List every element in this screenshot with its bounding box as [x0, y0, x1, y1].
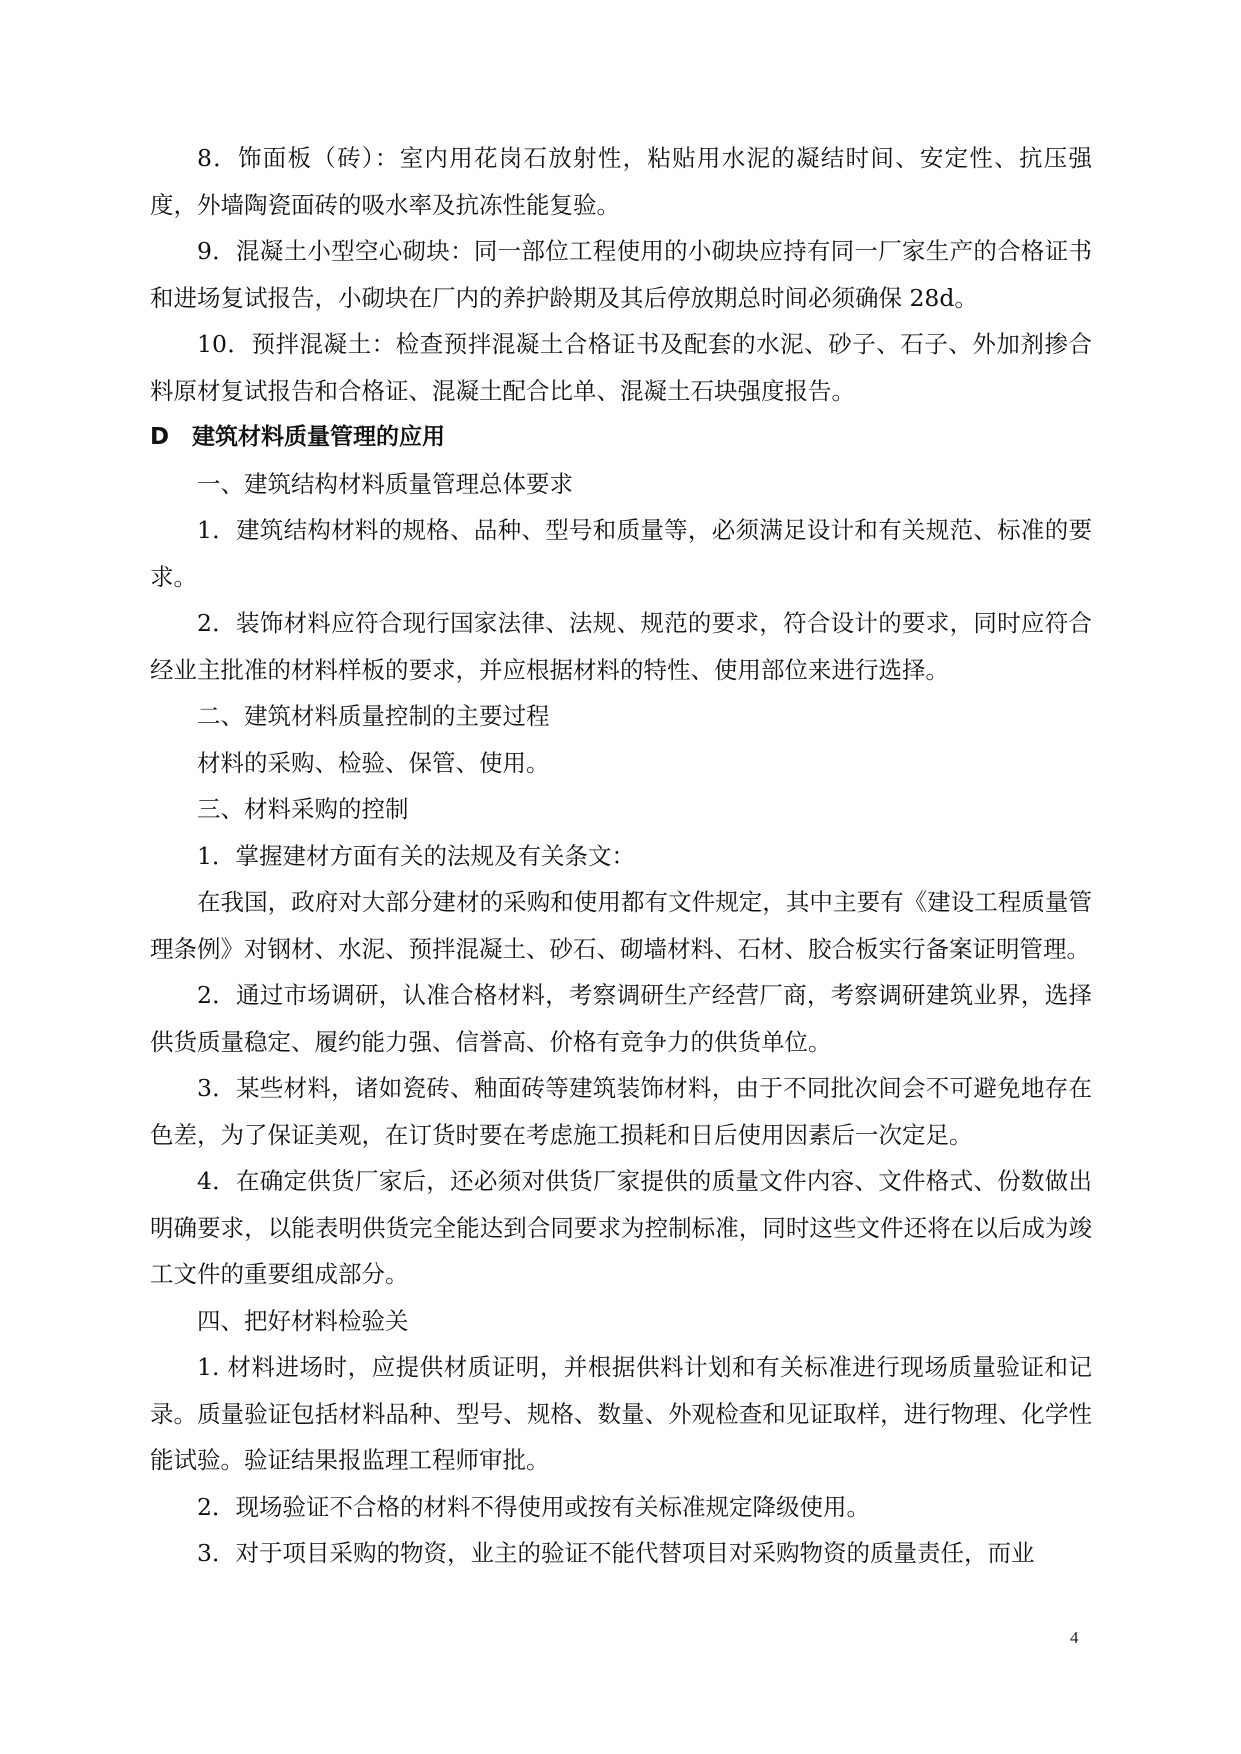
paragraph-market-research: 2．通过市场调研，认准合格材料，考察调研生产经营厂商，考察调研建筑业界，选择供货质量稳定、履约能力强、信誉高、价格有竞争力的供货单位。 — [150, 981, 1092, 1056]
paragraph-government-rules: 在我国，政府对大部分建材的采购和使用都有文件规定，其中主要有《建设工程质量管理条例》对钢材、水泥、预拌混凝土、砂石、砌墙材料、石材、胶合板实行备案证明管理。 — [150, 888, 1092, 963]
subheading-procurement-control: 三、材料采购的控制 — [197, 795, 409, 823]
section-title: 建筑材料质量管理的应用 — [192, 424, 445, 450]
paragraph-decoration-materials: 2．装饰材料应符合现行国家法律、法规、规范的要求，符合设计的要求，同时应符合经业主批准的材料样板的要求，并应根据材料的特性、使用部位来进行选择。 — [150, 609, 1092, 684]
paragraph-item-9: 9．混凝土小型空心砌块：同一部位工程使用的小砌块应持有同一厂家生产的合格证书和进场复试报告，小砌块在厂内的养护龄期及其后停放期总时间必须确保 28d。 — [150, 237, 1092, 312]
subheading-general-requirements: 一、建筑结构材料质量管理总体要求 — [197, 469, 573, 498]
paragraph-owner-verification: 3．对于项目采购的物资，业主的验证不能代替项目对采购物资的质量责任，而业 — [197, 1539, 1035, 1567]
paragraph-entry-verification: 1. 材料进场时，应提供材质证明，并根据供料计划和有关标准进行现场质量验证和记录。质量验证包括材料品种、型号、规格、数量、外观检查和见证取样，进行物理、化学性能试验。验证结果报监理工程师审批。 — [150, 1353, 1092, 1474]
section-letter: D — [150, 424, 170, 450]
paragraph-item-8: 8．饰面板（砖）：室内用花岗石放射性，粘贴用水泥的凝结时间、安定性、抗压强度，外墙陶瓷面砖的吸水率及抗冻性能复验。 — [150, 144, 1092, 219]
page-number: 4 — [1070, 1628, 1079, 1647]
paragraph-structural-materials: 1．建筑结构材料的规格、品种、型号和质量等，必须满足设计和有关规范、标准的要求。 — [150, 516, 1092, 591]
subheading-control-process: 二、建筑材料质量控制的主要过程 — [197, 702, 550, 730]
paragraph-quality-documents: 4．在确定供货厂家后，还必须对供货厂家提供的质量文件内容、文件格式、份数做出明确要求，以能表明供货完全能达到合同要求为控制标准，同时这些文件还将在以后成为竣工文件的重要组成部分。 — [150, 1167, 1092, 1288]
subheading-inspection: 四、把好材料检验关 — [197, 1306, 409, 1335]
paragraph-color-difference: 3．某些材料，诸如瓷砖、釉面砖等建筑装饰材料，由于不同批次间会不可避免地存在色差，为了保证美观，在订货时要在考虑施工损耗和日后使用因素后一次定足。 — [150, 1074, 1092, 1149]
paragraph-regulations: 1．掌握建材方面有关的法规及有关条文： — [197, 841, 635, 870]
paragraph-control-steps: 材料的采购、检验、保管、使用。 — [197, 748, 550, 777]
document-page — [150, 135, 1092, 1577]
paragraph-item-10: 10．预拌混凝土：检查预拌混凝土合格证书及配套的水泥、砂子、石子、外加剂掺合料原材复试报告和合格证、混凝土配合比单、混凝土石块强度报告。 — [150, 330, 1092, 405]
paragraph-unqualified-materials: 2．现场验证不合格的材料不得使用或按有关标准规定降级使用。 — [197, 1492, 870, 1521]
section-heading-d — [150, 414, 1092, 461]
